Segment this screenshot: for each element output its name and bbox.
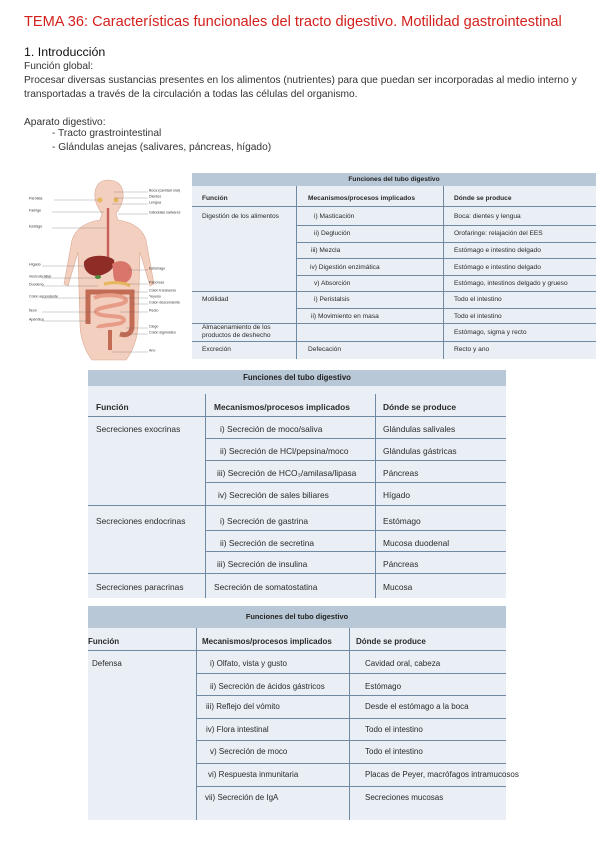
figure-label: Yeyuno xyxy=(149,294,161,299)
figure-label: Colon ascendente xyxy=(29,294,58,299)
table-cell-location: Estómago xyxy=(365,682,402,691)
table-cell-location: Todo el intestino xyxy=(454,313,502,320)
table-cell-mechanism: ii) Secreción de HCl/pepsina/moco xyxy=(220,446,349,456)
figure-label: Ciego xyxy=(149,324,159,329)
figure-label: Hígado xyxy=(29,262,41,267)
figure-label: Ano xyxy=(149,348,156,353)
table-cell-location: Estómago e intestino delgado xyxy=(454,247,541,254)
figure-label: Lengua xyxy=(149,200,161,205)
figure-label: Colon sigmoideo xyxy=(149,330,176,335)
digestive-item: - Glándulas anejas (salivares, páncreas, hígado) xyxy=(52,142,272,153)
figure-label: Esófago xyxy=(29,224,43,229)
table-cell-mechanism: v) Secreción de moco xyxy=(210,747,288,756)
figure-label: Apéndice xyxy=(29,317,44,322)
table-cell-mechanism: Secreción de somatostatina xyxy=(214,582,318,592)
table-cell-mechanism: i) Olfato, vista y gusto xyxy=(210,659,287,668)
column-header-location: Dónde se produce xyxy=(383,402,457,412)
table-cell-location: Recto y ano xyxy=(454,346,490,353)
figure-label: Páncreas xyxy=(149,280,165,285)
column-header-location: Dónde se produce xyxy=(454,195,512,202)
table-cell-location: Mucosa duodenal xyxy=(383,538,450,548)
table-cell-mechanism: ii) Deglución xyxy=(314,230,351,237)
table-cell-location: Boca: dientes y lengua xyxy=(454,213,521,220)
section-heading: 1. Introducción xyxy=(24,45,106,59)
column-header-function: Función xyxy=(88,637,120,646)
figure-label: Recto xyxy=(149,308,159,313)
table-cell-function: Almacenamiento de los xyxy=(202,324,271,331)
figure-label: Íleon xyxy=(29,308,37,313)
table-cell-location: Glándulas salivales xyxy=(383,424,456,434)
table-cell-location: Desde el estómago a la boca xyxy=(365,702,469,711)
table-cell-location: Estómago, sigma y recto xyxy=(454,329,527,336)
table-cell-function: Excreción xyxy=(202,346,231,353)
functions-table-1 xyxy=(192,173,596,359)
figure-label: Duodeno xyxy=(29,282,44,287)
table-cell-mechanism: iii) Secreción de insulina xyxy=(217,559,308,569)
global-function-label: Función global: xyxy=(24,61,94,72)
column-header-function: Función xyxy=(96,402,129,412)
figure-label: Parótida xyxy=(29,196,43,201)
table-cell-location: Glándulas gástricas xyxy=(383,446,457,456)
table-cell-mechanism: ii) Secreción de ácidos gástricos xyxy=(210,682,325,691)
table-cell-location: Hígado xyxy=(383,490,411,500)
table-cell-mechanism: iii) Mezcla xyxy=(311,247,341,254)
figure-label: Boca (cavidad oral) xyxy=(149,188,180,193)
column-header-location: Dónde se produce xyxy=(356,637,426,646)
table-cell-function: Secreciones endocrinas xyxy=(96,516,186,526)
table-cell-function: Secreciones paracrinas xyxy=(96,582,184,592)
table-cell-location: Estómago xyxy=(383,516,421,526)
table-cell-mechanism: vii) Secreción de IgA xyxy=(205,793,279,802)
table-cell-location: Cavidad oral, cabeza xyxy=(365,659,441,668)
column-header-mechanisms: Mecanismos/procesos implicados xyxy=(202,637,332,646)
table-cell-mechanism: i) Masticación xyxy=(314,213,355,220)
table-cell-location: Placas de Peyer, macrófagos intramucosos xyxy=(365,770,519,779)
table-title: Funciones del tubo digestivo xyxy=(88,370,506,386)
table-cell-mechanism: i) Peristalsis xyxy=(314,296,350,303)
figure-label: Vesícula biliar xyxy=(29,274,52,279)
table-cell-location: Orofaringe: relajación del EES xyxy=(454,230,543,237)
figure-label: Dientes xyxy=(149,194,162,199)
figure-label: Colon transverso xyxy=(149,288,177,293)
table-title: Funciones del tubo digestivo xyxy=(88,606,506,628)
table-cell-function: Defensa xyxy=(92,659,122,668)
global-function-text-1: Procesar diversas sustancias presentes en los alimentos (nutrientes) para que puedan ser incorporadas al medio interno y xyxy=(24,75,577,86)
table-cell-location: Estómago e intestino delgado xyxy=(454,264,541,271)
table-cell-function: productos de deshecho xyxy=(202,332,271,339)
table-cell-location: Todo el intestino xyxy=(365,725,423,734)
table-cell-mechanism: iv) Flora intestinal xyxy=(206,725,269,734)
table-cell-mechanism: iii) Secreción de HCO₃/amilasa/lipasa xyxy=(217,468,357,478)
column-header-mechanisms: Mecanismos/procesos implicados xyxy=(308,195,416,202)
digestive-system-illustration xyxy=(28,174,188,364)
table-cell-location: Páncreas xyxy=(383,559,419,569)
table-cell-mechanism: iv) Secreción de sales biliares xyxy=(218,490,329,500)
table-cell-mechanism: vi) Respuesta inmunitaria xyxy=(208,770,299,779)
document-title: TEMA 36: Características funcionales del tracto digestivo. Motilidad gastrointestinal xyxy=(24,14,562,30)
table-cell-mechanism: iii) Reflejo del vómito xyxy=(206,702,280,711)
global-function-text-2: transportadas a través de la circulación a todas las células del organismo. xyxy=(24,89,358,100)
table-cell-mechanism: v) Absorción xyxy=(314,280,351,287)
table-cell-function: Digestión de los alimentos xyxy=(202,213,279,220)
figure-label: Estómago xyxy=(149,266,166,271)
figure-label: Glándulas salivares xyxy=(149,210,181,215)
table-cell-location: Páncreas xyxy=(383,468,419,478)
functions-table-3 xyxy=(88,606,519,820)
table-cell-function: Secreciones exocrinas xyxy=(96,424,181,434)
table-cell-mechanism: Defecación xyxy=(308,346,341,353)
figure-label: Colon descendente xyxy=(149,300,180,305)
column-header-mechanisms: Mecanismos/procesos implicados xyxy=(214,402,350,412)
table-cell-location: Todo el intestino xyxy=(454,296,502,303)
table-title: Funciones del tubo digestivo xyxy=(192,173,596,186)
table-cell-location: Secreciones mucosas xyxy=(365,793,444,802)
table-cell-mechanism: i) Secreción de moco/saliva xyxy=(220,424,323,434)
column-header-function: Función xyxy=(202,195,228,202)
table-cell-mechanism: ii) Movimiento en masa xyxy=(311,313,379,320)
table-cell-location: Mucosa xyxy=(383,582,413,592)
figure-label: Faringe xyxy=(29,208,42,213)
table-cell-mechanism: ii) Secreción de secretina xyxy=(220,538,315,548)
table-cell-mechanism: i) Secreción de gastrina xyxy=(220,516,308,526)
digestive-item: - Tracto grastrointestinal xyxy=(52,128,162,139)
table-cell-mechanism: iv) Digestión enzimática xyxy=(310,264,380,271)
digestive-label: Aparato digestivo: xyxy=(24,117,106,128)
table-cell-function: Motilidad xyxy=(202,296,229,303)
table-cell-location: Todo el intestino xyxy=(365,747,423,756)
functions-table-2 xyxy=(88,370,506,598)
table-cell-location: Estómago, intestinos delgado y grueso xyxy=(454,280,568,287)
digestive-system-figure xyxy=(28,174,188,364)
